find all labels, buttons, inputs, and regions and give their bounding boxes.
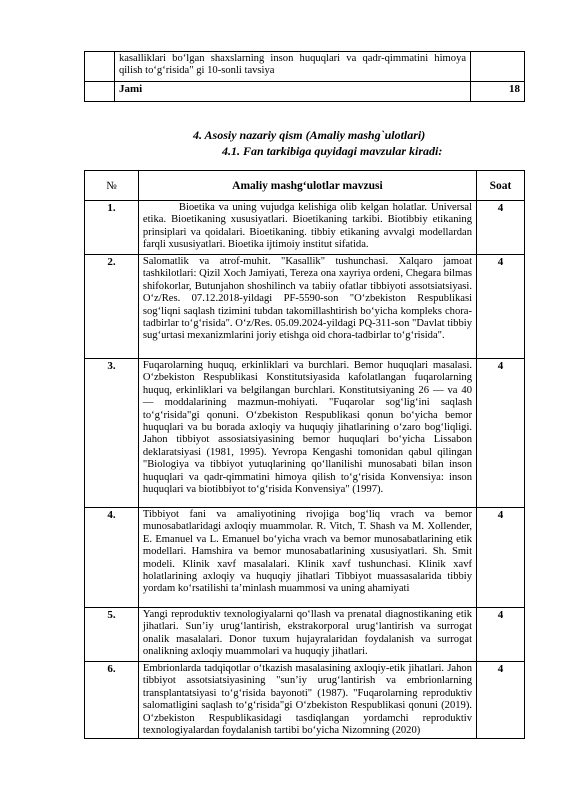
row-hours: 4	[477, 608, 525, 662]
table-cell-empty	[85, 82, 115, 102]
previous-table	[84, 51, 525, 102]
table-row	[85, 608, 525, 662]
section-title: 4. Asosiy nazariy qism (Amaliy mashg`ulotlari)	[193, 128, 426, 142]
table-row	[85, 255, 525, 359]
row-number: 3.	[85, 359, 139, 508]
header-hours: Soat	[477, 171, 525, 201]
row-number: 6.	[85, 662, 139, 739]
row-number: 4.	[85, 508, 139, 608]
row-topic: Tibbiyot fani va amaliyotining rivojiga bog‘liq vrach va bemor munosabatlaridagi axloqiy muammolar. R. Vitch, T. Shash va M. Xollender, E. Emanuel va L. Emanuel bo‘yicha vrach va bemor munosabatlarining etik modellari. Hamshira va bemor munosabatlarining xususiyatlari. Sh. Smit modeli. Klinik xavf masalalari. Klinik xavf tushunchasi. Klinik xavf holatlarining axloqiy va huquqiy jihatlari Tibbiyot muassasalarida tibbiy yordam ko‘rsatilishi ta’minlash muammosi va uning ahamiyati	[138, 508, 476, 608]
practical-topics-table	[84, 170, 525, 739]
total-value: 18	[471, 82, 525, 102]
row-topic: Salomatlik va atrof-muhit. "Kasallik" tushunchasi. Xalqaro jamoat tashkilotlari: Qizil Xoch Jamiyati, Tereza ona xayriya ordeni, Chegara bilmas shifokorlar, Butunjahon shoshilinch va tabiiy ofatlar tibbiyoti assotsiatsiyasi. O‘z/Res. 07.12.2018-yildagi PF-5590-son "O‘zbekiston Respublikasi sog‘liqni saqlash tizimini tubdan takomillashtirish bo‘yicha kompleks chora-tadbirlar to‘g‘risida". O‘z/Res. 05.09.2024-yildagi PQ-311-son "Davlat tibbiy sug‘urtasi mexanizmlarini joriy etishga oid chora-tadbirlar to‘g‘risida".	[138, 255, 476, 359]
header-num: №	[85, 171, 139, 201]
row-topic: Bioetika va uning vujudga kelishiga olib kelgan holatlar. Universal etika. Bioetikaning xususiyatlari. Bioetikaning tarkibi. Biotibbiy etikaning prinsiplari va qoidalari. Bioetikaning. tibbiy etikaning avvalgi modellardan farqli xususiyatlari. Bioetika ijtimoiy institut sifatida.	[138, 201, 476, 255]
header-topic: Amaliy mashg‘ulotlar mavzusi	[138, 171, 476, 201]
row-number: 1.	[85, 201, 139, 255]
row-hours: 4	[477, 508, 525, 608]
row-number: 2.	[85, 255, 139, 359]
row-hours: 4	[477, 359, 525, 508]
section-subtitle: 4.1. Fan tarkibiga quyidagi mavzular kiradi:	[222, 144, 443, 158]
table-cell-empty	[85, 52, 115, 82]
table-row	[85, 359, 525, 508]
row-topic: Fuqarolarning huquq, erkinliklari va burchlari. Bemor huquqlari masalasi. O‘zbekiston Respublikasi Konstitutsiyasida kafolatlangan fuqarolarning huquq, erkinliklari va belgilangan burchlari. Konstitutsiyaning 26 — va 40 — moddalarining mazmun-mohiyati. "Fuqarolar sog‘lig‘ini saqlash to‘g‘risida"gi qonuni. O‘zbekiston Respublikasi qonun bo‘yicha bemor huquqlari va bu borada axloqiy va huquqiy jihatlarining o‘zaro bog‘liqligi. Jahon tibbiyot assosiatsiyasining bemor huquqlari bo‘yicha Lissabon deklaratsiyasi (1981, 1995). Yevropa Kengashi tomonidan qabul qilingan "Biologiya va tibbiyot yutuqlarining qo‘llanilishi munosabati bilan inson huquqlari va qadr-qimmatini himoya qilish to‘g‘risida Konvensiya: inson huquqlari va biotibbiyot to‘g‘risida Konvensiya" (1997).	[138, 359, 476, 508]
total-label: Jami	[114, 82, 470, 102]
table-cell-text: kasalliklari bo‘lgan shaxslarning inson huquqlari va qadr-qimmatini himoya qilish to‘g‘risida" gi 10-sonli tavsiya	[114, 52, 470, 82]
table-cell-empty	[471, 52, 525, 82]
table-row	[85, 662, 525, 739]
row-hours: 4	[477, 255, 525, 359]
row-topic: Yangi reproduktiv texnologiyalarni qo‘llash va prenatal diagnostikaning etik jihatlari. Sun’iy urug‘lantirish, ekstrakorporal urug‘lantirish va surrogat onalik masalalari. Donor tuxum hujayralaridan foydalanish va surrogat onalikning axloqiy muammolari va huquqiy jihatlari.	[138, 608, 476, 662]
row-hours: 4	[477, 662, 525, 739]
row-topic: Embrionlarda tadqiqotlar o‘tkazish masalasining axloqiy-etik jihatlari. Jahon tibbiyot assotsiatsiyasining "sun’iy urug‘lantirish va embrionlarning transplantatsiyasi to‘g‘risida bayonoti" (1987). "Fuqarolarning reproduktiv salomatligini saqlash to‘g‘risida"gi O‘zbekiston Respublikasi qonuni (2019). O‘zbekiston Respublikasidagi tasdiqlangan yordamchi reproduktiv texnologiyalardan foydalanish tartibi bo‘yicha Nizomning (2020)	[138, 662, 476, 739]
table-row	[85, 52, 525, 82]
table-header-row	[85, 171, 525, 201]
table-row	[85, 201, 525, 255]
row-number: 5.	[85, 608, 139, 662]
row-hours: 4	[477, 201, 525, 255]
total-row	[85, 82, 525, 102]
table-row	[85, 508, 525, 608]
